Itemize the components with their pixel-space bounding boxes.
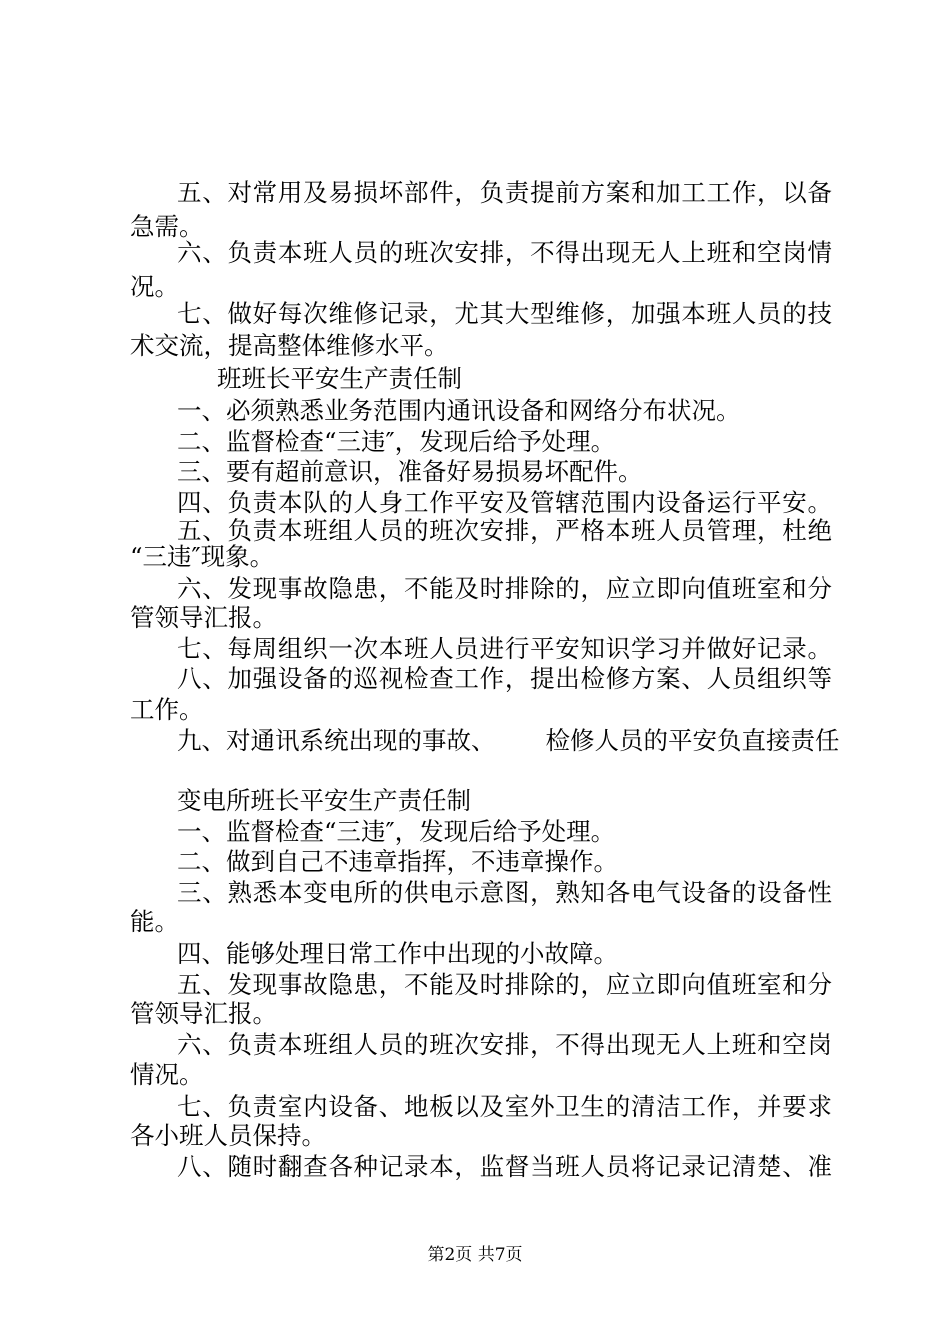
s2-item6-line2: 管领导汇报。: [130, 603, 277, 632]
s3-item7-line2: 各小班人员保持。: [130, 1121, 326, 1150]
s3-item6-line1: 六、负责本班组人员的班次安排，不得出现无人上班和空岗: [177, 1030, 832, 1059]
s2-item7: 七、每周组织一次本班人员进行平安知识学习并做好记录。: [177, 634, 832, 663]
page-footer: 第2页 共7页: [427, 1245, 523, 1265]
section-title-substation: 变电所班长平安生产责任制: [177, 786, 471, 815]
s3-item5-line2: 管领导汇报。: [130, 999, 277, 1028]
s1-item5-line1: 五、对常用及易损坏部件，负责提前方案和加工工作，以备: [177, 178, 832, 207]
s2-item1: 一、必须熟悉业务范围内通讯设备和网络分布状况。: [177, 396, 741, 425]
s3-item8: 八、随时翻查各种记录本，监督当班人员将记录记清楚、准: [177, 1152, 832, 1181]
s3-item6-line2: 情况。: [130, 1060, 204, 1089]
s1-item7-line1: 七、做好每次维修记录，尤其大型维修，加强本班人员的技: [177, 299, 832, 328]
s3-item5-line1: 五、发现事故隐患，不能及时排除的，应立即向值班室和分: [177, 970, 832, 999]
s2-item9-part1: 九、对通讯系统出现的事故、: [177, 726, 496, 755]
s2-item4: 四、负责本队的人身工作平安及管辖范围内设备运行平安。: [177, 488, 832, 517]
s2-item8-line1: 八、加强设备的巡视检查工作，提出检修方案、人员组织等: [177, 664, 832, 693]
s2-item3: 三、要有超前意识，准备好易损易坏配件。: [177, 457, 643, 486]
s3-item2: 二、做到自己不违章指挥，不违章操作。: [177, 847, 618, 876]
s3-item3-line1: 三、熟悉本变电所的供电示意图，熟知各电气设备的设备性: [177, 878, 832, 907]
s2-item9: [177, 724, 840, 758]
s1-item6-line1: 六、负责本班人员的班次安排，不得出现无人上班和空岗情: [177, 238, 832, 267]
s3-item7-line1: 七、负责室内设备、地板以及室外卫生的清洁工作，并要求: [177, 1092, 832, 1121]
s2-item5-line2: “三违″现象。: [130, 542, 275, 571]
s2-item8-line2: 工作。: [130, 695, 204, 724]
s2-item6-line1: 六、发现事故隐患，不能及时排除的，应立即向值班室和分: [177, 574, 832, 603]
s2-item5-line1: 五、负责本班组人员的班次安排，严格本班人员管理，杜绝: [177, 516, 832, 545]
s1-item5-line2: 急需。: [130, 212, 204, 241]
s3-item3-line2: 能。: [130, 907, 179, 936]
s1-item7-line2: 术交流，提高整体维修水平。: [130, 331, 449, 360]
s2-item9-part2: 检修人员的平安负直接责任: [545, 726, 840, 755]
s3-item1: 一、监督检查“三违″，发现后给予处理。: [177, 817, 616, 846]
s1-item6-line2: 况。: [130, 272, 179, 301]
s2-item2: 二、监督检查“三违″，发现后给予处理。: [177, 427, 616, 456]
section-title-team-leader: 班班长平安生产责任制: [217, 364, 462, 393]
s3-item4: 四、能够处理日常工作中出现的小故障。: [177, 939, 618, 968]
